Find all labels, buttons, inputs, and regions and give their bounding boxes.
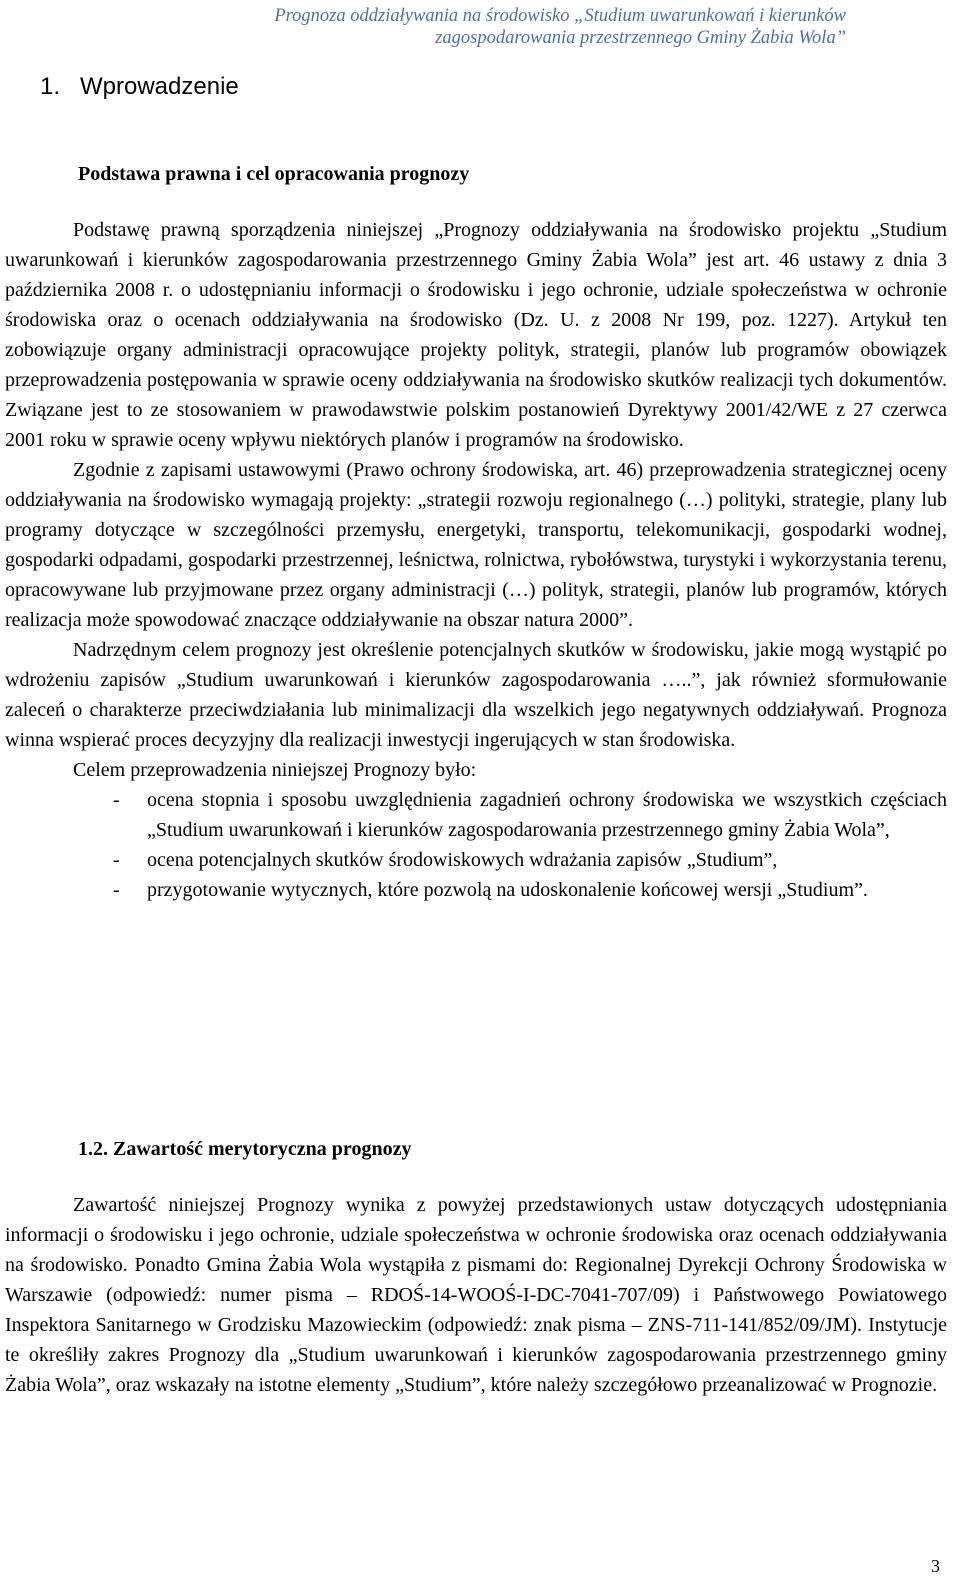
list-item <box>5 875 947 905</box>
subsection-1-body <box>5 215 947 905</box>
list-item-text: ocena stopnia i sposobu uwzględnienia zagadnień ochrony środowiska we wszystkich częściach „Studium uwarunkowań i kierunków zagospodarowania przestrzennego gminy Żabia Wola”, <box>147 789 947 841</box>
list-item-text: przygotowanie wytycznych, które pozwolą na udoskonalenie końcowej wersji „Studium”. <box>147 879 868 901</box>
page-number: 3 <box>931 1556 940 1576</box>
running-header-line-2: zagospodarowania przestrzennego Gminy Żabia Wola” <box>435 28 846 48</box>
section-number: 1. <box>40 73 61 100</box>
list-dash: - <box>113 789 120 811</box>
paragraph-main-goal: Nadrzędnym celem prognozy jest określenie potencjalnych skutków w środowisku, jakie mogą wystąpić po wdrożeniu zapisów „Studium uwarunkowań i kierunków zagospodarowania …..”, jak również sformułowanie zaleceń o charakterze przeciwdziałania lub minimalizacji dla wszelkich jego negatywnych oddziaływań. Prognoza winna wspierać proces decyzyjny dla realizacji inwestycji ingerujących w stan środowiska. <box>5 639 947 751</box>
section-title: Wprowadzenie <box>80 73 239 100</box>
section-heading <box>40 72 239 102</box>
paragraph-statutory-requirements: Zgodnie z zapisami ustawowymi (Prawo ochrony środowiska, art. 46) przeprowadzenia strategicznej oceny oddziaływania na środowisko wymagają projekty: „strategii rozwoju regionalnego (…) polityki, strategie, plany lub programy dotyczące w szczególności przemysłu, energetyki, transportu, telekomunikacji, gospodarki wodnej, gospodarki odpadami, gospodarki przestrzennej, leśnictwa, rolnictwa, rybołówstwa, turystyki i wykorzystania terenu, opracowywane lub przyjmowane przez organy administracji (…) polityk, strategii, planów lub programów, których realizacja może spowodować znaczące oddziaływanie na obszar natura 2000”. <box>5 459 947 631</box>
list-dash: - <box>113 849 120 871</box>
subsection-heading-1: Podstawa prawna i cel opracowania prognozy <box>78 163 470 185</box>
running-header-line-1: Prognoza oddziaływania na środowisko „Studium uwarunkowań i kierunków <box>274 6 846 26</box>
list-item-text: ocena potencjalnych skutków środowiskowych wdrażania zapisów „Studium”, <box>147 849 778 871</box>
list-dash: - <box>113 879 120 901</box>
objectives-list <box>5 785 947 905</box>
list-item <box>5 785 947 845</box>
running-header <box>226 5 846 49</box>
paragraph-objectives-intro: Celem przeprowadzenia niniejszej Prognozy było: <box>73 759 477 781</box>
subsection-2-body <box>5 1190 947 1400</box>
list-item <box>5 845 947 875</box>
paragraph-legal-basis: Podstawę prawną sporządzenia niniejszej „Prognozy oddziaływania na środowisko projektu „Studium uwarunkowań i kierunków zagospodarowania przestrzennego Gminy Żabia Wola” jest art. 46 ustawy z dnia 3 października 2008 r. o udostępnianiu informacji o środowisku i jego ochronie, udziale społeczeństwa w ochronie środowiska oraz o ocenach oddziaływania na środowisko (Dz. U. z 2008 Nr 199, poz. 1227). Artykuł ten zobowiązuje organy administracji opracowujące projekty polityk, strategii, planów lub programów obowiązek przeprowadzenia postępowania w sprawie oceny oddziaływania na środowisko skutków realizacji tych dokumentów. Związane jest to ze stosowaniem w prawodawstwie polskim postanowień Dyrektywy 2001/42/WE z 27 czerwca 2001 roku w sprawie oceny wpływu niektórych planów i programów na środowisko. <box>5 219 947 451</box>
paragraph-content-scope: Zawartość niniejszej Prognozy wynika z powyżej przedstawionych ustaw dotyczących udostępniania informacji o środowisku i jego ochronie, udziale społeczeństwa w ochronie środowiska oraz ocenach oddziaływania na środowisko. Ponadto Gmina Żabia Wola wystąpiła z pismami do: Regionalnej Dyrekcji Ochrony Środowiska w Warszawie (odpowiedź: numer pisma – RDOŚ-14-WOOŚ-I-DC-7041-707/09) i Państwowego Powiatowego Inspektora Sanitarnego w Grodzisku Mazowieckim (odpowiedź: znak pisma – ZNS-711-141/852/09/JM). Instytucje te określiły zakres Prognozy dla „Studium uwarunkowań i kierunków zagospodarowania przestrzennego gminy Żabia Wola”, oraz wskazały na istotne elementy „Studium”, które należy szczegółowo przeanalizować w Prognozie. <box>5 1194 947 1396</box>
subsection-heading-2: 1.2. Zawartość merytoryczna prognozy <box>78 1138 412 1160</box>
